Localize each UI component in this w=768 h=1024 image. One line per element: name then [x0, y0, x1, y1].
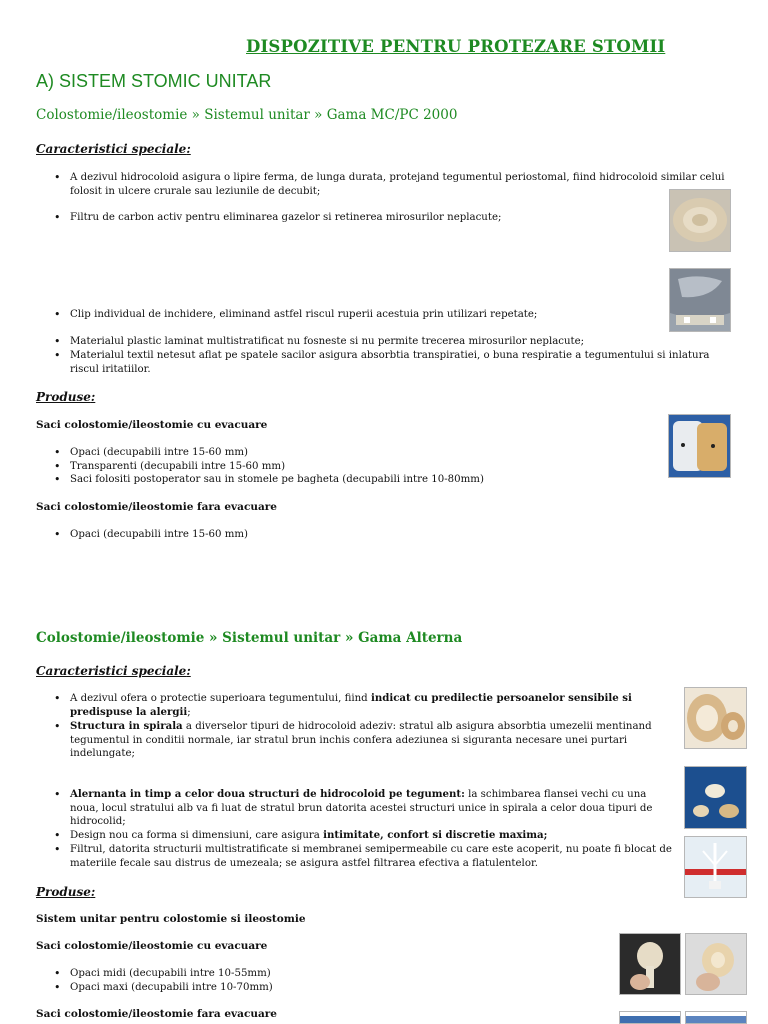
list-item: • Filtru de carbon activ pentru eliminarea gazelor si retinerea mirosurilor neplacute;: [56, 211, 636, 225]
features-heading: Caracteristici speciale:: [36, 664, 191, 678]
list-item: • Structura in spirala a diverselor tipuri de hidrocoloid adeziv: stratul alb asigura absorbtia umezelii mentinand tegumentul in conditii normale, iar stratul brun inchis confera adeziunea si siguranta necesare unei purtari indelungate;: [56, 720, 678, 761]
list-item: • Materialul textil netesut aflat pe spatele sacilor asigura absorbtia transpiratiei, o buna respiratie a tegumentului si inlatura riscul iritatiilor.: [56, 349, 736, 376]
pouch-image-partial: [619, 1011, 681, 1024]
product-group-title: Saci colostomie/ileostomie cu evacuare: [36, 940, 268, 952]
list-item: • A dezivul ofera o protectie superioara tegumentului, fiind indicat cu predilectie persoanelor sensibile si predispuse la alergii;: [56, 692, 678, 719]
system-title: Sistem unitar pentru colostomie si ileostomie: [36, 913, 306, 925]
flange-product-image: [669, 189, 731, 252]
features-heading: Caracteristici speciale:: [36, 142, 191, 156]
list-item: • A dezivul hidrocoloid asigura o lipire ferma, de lunga durata, protejand tegumentul periostomal, fiind hidrocoloid similar celui folosit in ulcere crurale sau leziunile de decubit;: [56, 171, 736, 198]
products-heading: Produse:: [36, 390, 96, 404]
alterna-spiral-image: [684, 766, 747, 829]
pouch-image-partial: [685, 1011, 747, 1024]
list-item: • Opaci midi (decupabili intre 10-55mm): [56, 967, 596, 981]
product-group-title: Saci colostomie/ileostomie cu evacuare: [36, 419, 268, 431]
list-item: • Materialul plastic laminat multistratificat nu fosneste si nu permite trecerea mirosurilor neplacute;: [56, 335, 736, 349]
list-item: • Alernanta in timp a celor doua structuri de hidrocoloid pe tegument: la schimbarea flansei vechi cu una noua, locul stratului alb va fi luat de stratul brun datorita acestei structuri unice in spirala a celor doua tipuri de hidrocolid;: [56, 788, 678, 829]
list-item: • Clip individual de inchidere, eliminand astfel riscul ruperii acestuia prin utilizari repetate;: [56, 308, 636, 322]
product-group-title: Saci colostomie/ileostomie fara evacuare: [36, 1008, 277, 1020]
list-item: • Opaci maxi (decupabili intre 10-70mm): [56, 981, 596, 995]
product-group-title: Saci colostomie/ileostomie fara evacuare: [36, 501, 277, 513]
list-item: • Design nou ca forma si dimensiuni, care asigura intimitate, confort si discretie maxima;: [56, 829, 678, 843]
flange-hand-image: [685, 933, 747, 995]
breadcrumb-gama-alterna: Colostomie/ileostomie » Sistemul unitar » Gama Alterna: [36, 630, 463, 646]
products-heading: Produse:: [36, 885, 96, 899]
breadcrumb-gama-mc-pc: Colostomie/ileostomie » Sistemul unitar » Gama MC/PC 2000: [36, 107, 458, 123]
list-item: • Filtrul, datorita structurii multistratificate si membranei semipermeabile cu care este acoperit, nu poate fi blocat de materiile fecale sau distrus de umezeala; se asigura astfel filtrarea efectiva a flatulentelor.: [56, 843, 678, 870]
pouch-hand-image: [619, 933, 681, 995]
section-heading-a: A) SISTEM STOMIC UNITAR: [36, 71, 272, 91]
list-item: • Saci folositi postoperator sau in stomele pe bagheta (decupabili intre 10-80mm): [56, 473, 656, 487]
list-item: • Transparenti (decupabili intre 15-60 mm): [56, 460, 656, 474]
pouch-pair-image: [668, 414, 731, 478]
document-title: DISPOZITIVE PENTRU PROTEZARE STOMII: [246, 37, 666, 56]
pouch-clip-image: [669, 268, 731, 332]
list-item: • Opaci (decupabili intre 15-60 mm): [56, 528, 656, 542]
list-item: • Opaci (decupabili intre 15-60 mm): [56, 446, 656, 460]
alterna-filter-image: [684, 836, 747, 898]
alterna-flange-image: [684, 687, 747, 749]
